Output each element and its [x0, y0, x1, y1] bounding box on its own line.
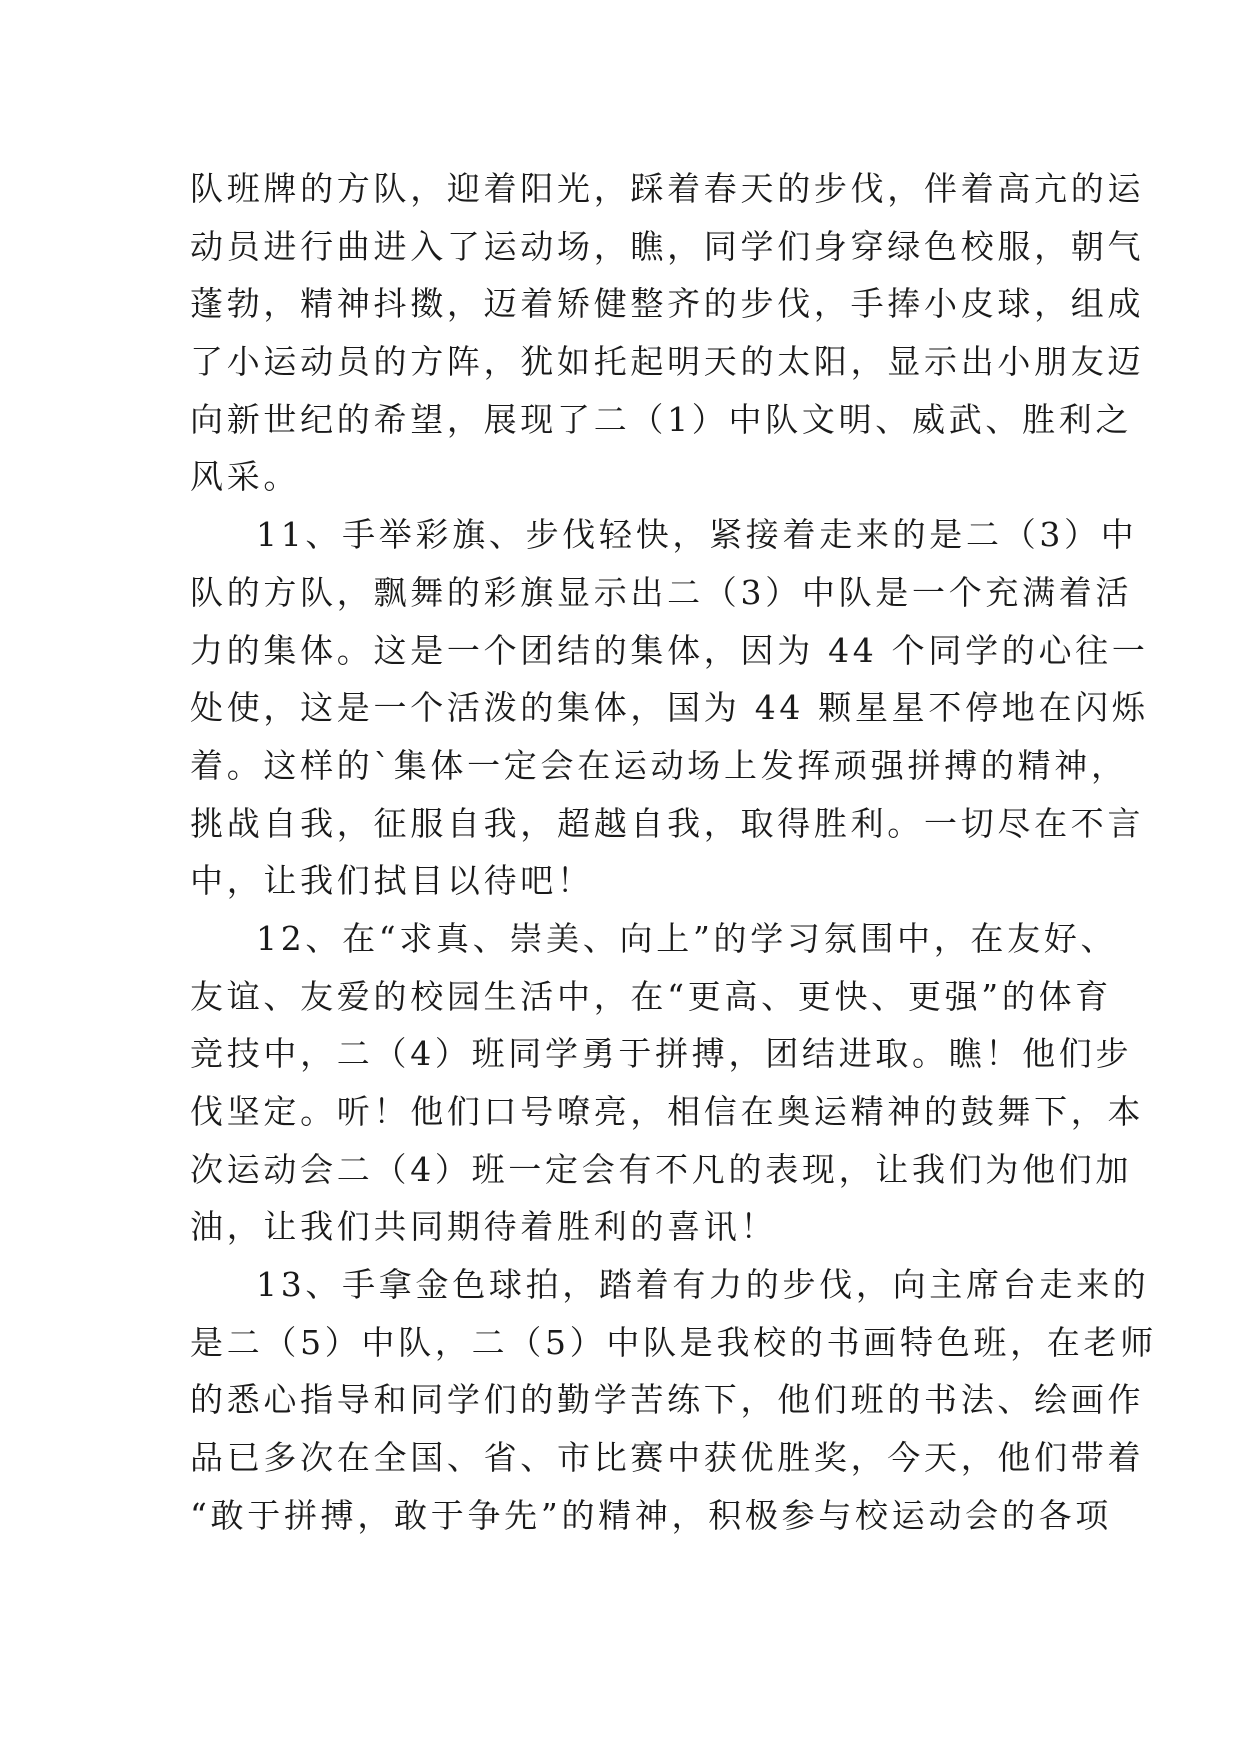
body-text	[190, 160, 1157, 1545]
text-line: “敢于拼搏，敢于争先”的精神，积极参与校运动会的各项	[190, 1495, 1112, 1535]
text-line: 挑战自我，征服自我，超越自我，取得胜利。一切尽在不言	[190, 803, 1145, 843]
text-line: 风采。	[190, 457, 301, 497]
text-line: 是二（5）中队，二（5）中队是我校的书画特色班，在老师	[190, 1322, 1157, 1362]
text-line: 队班牌的方队，迎着阳光，踩着春天的步伐，伴着高亢的运	[190, 169, 1145, 208]
text-line: 动员进行曲进入了运动场，瞧，同学们身穿绿色校服，朝气	[190, 226, 1145, 266]
paragraph-12-first-line: 12、在“求真、崇美、向上”的学习氛围中，在友好、	[256, 918, 1118, 958]
text-line: 油，让我们共同期待着胜利的喜讯！	[190, 1207, 778, 1247]
text-line: 中，让我们拭目以待吧！	[190, 861, 594, 901]
text-line: 伐坚定。听！他们口号嘹亮，相信在奥运精神的鼓舞下，本	[190, 1092, 1145, 1131]
text-line: 力的集体。这是一个团结的集体，因为 44 个同学的心往一	[190, 630, 1149, 670]
text-line: 的悉心指导和同学们的勤学苦练下，他们班的书法、绘画作	[190, 1380, 1145, 1420]
text-line: 品已多次在全国、省、市比赛中获优胜奖，今天，他们带着	[190, 1438, 1145, 1478]
text-line: 了小运动员的方阵，犹如托起明天的太阳，显示出小朋友迈	[190, 342, 1145, 382]
text-line: 队的方队，飘舞的彩旗显示出二（3）中队是一个充满着活	[190, 572, 1133, 612]
paragraph-13-first-line: 13、手拿金色球拍，踏着有力的步伐，向主席台走来的	[256, 1265, 1150, 1305]
text-line: 着。这样的`集体一定会在运动场上发挥顽强拼搏的精神，	[190, 745, 1128, 785]
text-line: 次运动会二（4）班一定会有不凡的表现，让我们为他们加	[190, 1149, 1133, 1189]
paragraph-11-first-line: 11、手举彩旗、步伐轻快，紧接着走来的是二（3）中	[256, 515, 1138, 555]
text-line: 处使，这是一个活泼的集体，国为 44 颗星星不停地在闪烁	[190, 688, 1149, 728]
text-line: 友谊、友爱的校园生活中，在“更高、更快、更强”的体育	[190, 976, 1112, 1016]
text-line: 竞技中，二（4）班同学勇于拼搏，团结进取。瞧！他们步	[190, 1034, 1133, 1074]
text-line: 蓬勃，精神抖擞，迈着矫健整齐的步伐，手捧小皮球，组成	[190, 284, 1145, 324]
text-line: 向新世纪的希望，展现了二（1）中队文明、威武、胜利之	[190, 399, 1133, 439]
